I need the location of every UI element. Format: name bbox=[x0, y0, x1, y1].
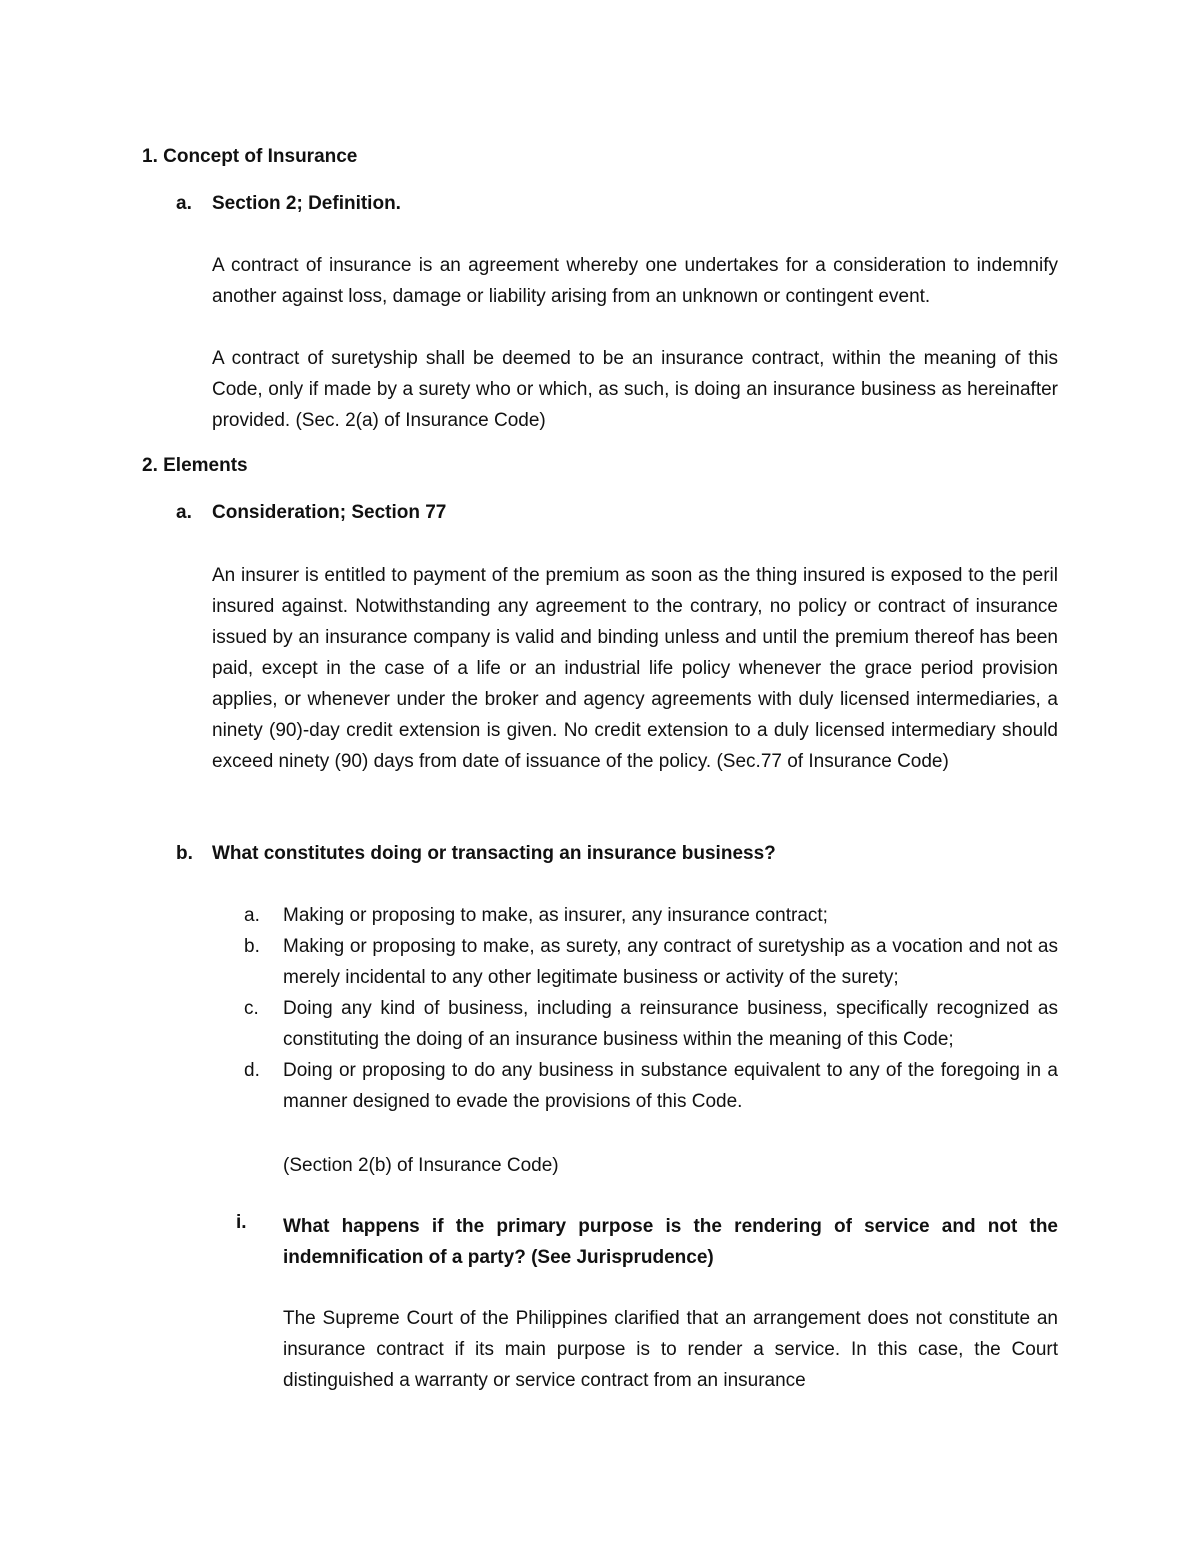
insurance-business-list bbox=[244, 900, 1058, 1117]
section-2b-marker: b. bbox=[176, 843, 193, 864]
list-item-marker: d. bbox=[244, 1060, 260, 1081]
section-2b-i-marker: i. bbox=[236, 1212, 247, 1233]
section-2a-title: Consideration; Section 77 bbox=[212, 502, 447, 523]
list-item-marker: b. bbox=[244, 936, 260, 957]
list-item bbox=[244, 931, 1058, 993]
list-item bbox=[244, 993, 1058, 1055]
consideration-paragraph: An insurer is entitled to payment of the premium as soon as the thing insured is exposed to the peril insured against. Notwithstanding any agreement to the contrary, no policy or contract of insurance issued by an insurance company is valid and binding unless and until the premium thereof has been paid, except in the case of a life or an industrial life policy whenever the grace period provision applies, or whenever under the broker and agency agreements with duly licensed intermediaries, a ninety (90)-day credit extension is given. No credit extension to a duly licensed intermediary should exceed ninety (90) days from date of issuance of the policy. (Sec.77 of Insurance Code) bbox=[212, 565, 1058, 772]
list-item-text: Making or proposing to make, as insurer, any insurance contract; bbox=[283, 905, 828, 926]
list-item-text: Making or proposing to make, as surety, any contract of suretyship as a vocation and not as merely incidental to any other legitimate business or activity of the surety; bbox=[283, 936, 1058, 988]
suretyship-paragraph: A contract of suretyship shall be deemed to be an insurance contract, within the meaning of this Code, only if made by a surety who or which, as such, is doing an insurance business as hereinafter provided. (Sec. 2(a) of Insurance Code) bbox=[212, 348, 1058, 431]
insurance-business-citation: (Section 2(b) of Insurance Code) bbox=[283, 1155, 559, 1176]
section-2b-title: What constitutes doing or transacting an insurance business? bbox=[212, 843, 776, 864]
list-item-text: Doing any kind of business, including a reinsurance business, specifically recognized as constituting the doing of an insurance business within the meaning of this Code; bbox=[283, 998, 1058, 1050]
list-item-marker: c. bbox=[244, 998, 259, 1019]
section-2b-i-title: What happens if the primary purpose is the rendering of service and not the indemnification of a party? (See Jurisprudence) bbox=[283, 1216, 1058, 1268]
list-item bbox=[244, 1055, 1058, 1117]
section-1a-title: Section 2; Definition. bbox=[212, 193, 401, 214]
list-item-marker: a. bbox=[244, 905, 260, 926]
section-1a-marker: a. bbox=[176, 193, 192, 214]
section-2a-marker: a. bbox=[176, 502, 192, 523]
list-item bbox=[244, 900, 1058, 931]
list-item-text: Doing or proposing to do any business in substance equivalent to any of the foregoing in a manner designed to evade the provisions of this Code. bbox=[283, 1060, 1058, 1112]
jurisprudence-paragraph: The Supreme Court of the Philippines clarified that an arrangement does not constitute an insurance contract if its main purpose is to render a service. In this case, the Court distinguished a warranty or service contract from an insurance bbox=[283, 1308, 1058, 1391]
definition-paragraph: A contract of insurance is an agreement whereby one undertakes for a consideration to indemnify another against loss, damage or liability arising from an unknown or contingent event. bbox=[212, 255, 1058, 307]
section-1-heading: 1. Concept of Insurance bbox=[142, 146, 358, 167]
section-2-heading: 2. Elements bbox=[142, 455, 248, 476]
